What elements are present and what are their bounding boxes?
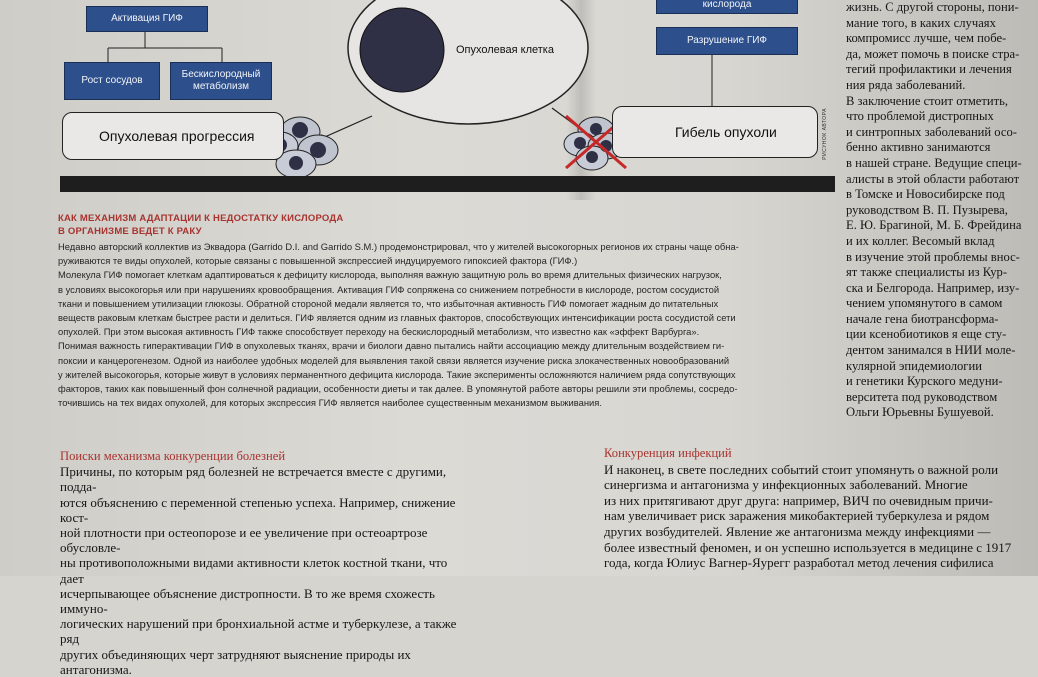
gif-destruction-label: Разрушение ГИФ xyxy=(686,35,768,46)
section-left xyxy=(60,449,460,677)
right-column-line: Е. Ю. Брагиной, М. Б. Фрейдина xyxy=(846,218,1022,233)
right-column-line: кулярной эпидемиологии xyxy=(846,358,982,373)
sidebar-line: ткани и повышением утилизации глюкозы. Обратной стороной медали является то, что избыточная активность ГИФ помогает жадным до питательных xyxy=(58,297,719,309)
right-column-line: компромисс лучше, чем побе- xyxy=(846,31,1007,46)
right-column-line: бенно активно занимаются xyxy=(846,140,991,155)
vessel-growth-label: Рост сосудов xyxy=(81,75,143,86)
right-column-line: в изучение этой проблемы внос- xyxy=(846,249,1020,264)
right-column-line: ния ряда заболеваний. xyxy=(846,77,966,92)
section-right-line: И наконец, в свете последних событий стоит упомянуть о важной роли xyxy=(604,461,999,477)
section-left-heading: Поиски механизма конкуренции болезней xyxy=(60,449,286,463)
section-right-line: синергизма и антагонизма у инфекционных заболеваний. Многие xyxy=(604,477,968,493)
oxygen-label: кислорода xyxy=(702,0,752,10)
tumor-cell-nucleus xyxy=(360,8,444,92)
section-left-line: ны противоположными видами активности клеток костной ткани, что дает xyxy=(60,555,448,586)
right-column-line: в нашей стране. Ведущие специ- xyxy=(846,155,1022,170)
divider-bar xyxy=(60,176,835,192)
right-column-line: жизнь. С другой стороны, пони- xyxy=(846,0,1019,14)
right-column-line: ции ксенобиотиков я еще сту- xyxy=(846,327,1007,342)
anaerobic-metabolism-label: Бескислородный метаболизм xyxy=(181,69,261,92)
sidebar-line: руживаются те виды опухолей, которые связаны с повышенной экспрессией индуцируемого гипоксией фактора (ГИФ.) xyxy=(58,255,578,267)
right-column-line: чением упомянутого в самом xyxy=(846,296,1003,311)
section-right xyxy=(604,446,1024,571)
right-column-line: алисты в этой области работают xyxy=(846,171,1020,186)
right-column-line: и синтропных заболеваний осо- xyxy=(846,124,1017,139)
section-left-line: других объединяющих черт затрудняют выяснение природы их антагонизма. xyxy=(60,646,411,677)
activation-gif-label: Активация ГИФ xyxy=(111,13,183,24)
sidebar-line: факторов, таких как повышенный фон солнечной радиации, особенности диеты и так далее. В упомянутой работе авторы решили эти проблемы, сосредо- xyxy=(58,383,738,395)
right-column-line: мание того, в каких случаях xyxy=(846,15,996,30)
tumor-death-label: Гибель опухоли xyxy=(675,124,777,140)
right-column-line: что проблемой дистропных xyxy=(846,109,994,124)
sidebar-line: поксии и канцерогенезом. Одной из наиболее удобных моделей для выявления такой связи является изучение риска злокачественных новообразований xyxy=(58,354,730,366)
tumor-death-box xyxy=(612,106,818,158)
sidebar-line: Недавно авторский коллектив из Эквадора (Garrido D.I. and Garrido S.M.) продемонстрировал, что у жителей высокогорных регионов их страны чаще обна- xyxy=(58,241,739,252)
right-column-line: Ольги Юрьевны Бушуевой. xyxy=(846,405,994,420)
illustration-credit: РИСУНОК АВТОРА xyxy=(822,108,828,160)
sidebar-line: точившись на тех видах опухолей, для которых экспрессия ГИФ является наиболее существенным механизмом выживания. xyxy=(58,397,602,409)
section-left-line: исчерпывающее объяснение дистропности. В то же время схожесть иммуно- xyxy=(60,585,435,617)
section-right-line: года, когда Юлиус Вагнер-Яурегг разработал метод лечения сифилиса xyxy=(604,555,994,571)
tumor-progression-box xyxy=(62,112,284,160)
right-column-line: ска и Белгорода. Например, изу- xyxy=(846,280,1020,295)
section-left-line: логических нарушений при бронхиальной астме и туберкулезе, а также ряд xyxy=(60,616,457,647)
sidebar-line: опухолей. При этом высокая активность ГИФ также способствует переходу на бескислородный метаболизм, что известно как «эффект Варбурга». xyxy=(58,326,700,338)
vessel-growth-box xyxy=(64,62,160,100)
sidebar-body xyxy=(58,240,833,410)
sidebar-line: Молекула ГИФ помогает клеткам адаптироваться к дефициту кислорода, выполняя важную защитную роль во время длительных физических нагрузок, xyxy=(58,269,722,281)
sidebar-line: у жителей высокогорья, которые живут в условиях перманентного дефицита кислорода. Такие эксперименты осложняются наличием ряда сопутствующих xyxy=(58,368,736,380)
right-column xyxy=(846,0,1022,421)
anaerobic-metabolism-box xyxy=(170,62,272,100)
right-column-line: верситета под руководством xyxy=(846,389,998,404)
section-right-line: других возбудителей. Явление же антагонизма между инфекциями — xyxy=(604,523,991,539)
oxygen-box xyxy=(656,0,798,14)
right-column-line: и генетики Курского медуни- xyxy=(846,374,1003,389)
section-right-line: более известный феномен, и он успешно используется в медицине с 1917 xyxy=(604,539,1012,555)
sidebar-heading-line: КАК МЕХАНИЗМ АДАПТАЦИИ К НЕДОСТАТКУ КИСЛОРОДА xyxy=(58,213,344,224)
right-column-line: руководством В. П. Пузырева, xyxy=(846,202,1008,217)
sidebar-heading xyxy=(58,212,578,238)
section-left-line: ются объяснению с переменной степенью успеха. Например, снижение кост- xyxy=(60,494,456,525)
right-column-line: да, может помочь в поиске стра- xyxy=(846,46,1020,61)
sidebar-line: в условиях высокогорья или при нарушениях кровообращения. Активация ГИФ сопряжена со снижением потребности в кислороде, ростом сосудистой xyxy=(58,283,720,295)
right-column-line: ят также специалисты из Кур- xyxy=(846,265,1008,280)
right-column-line: начале гена биотрансформа- xyxy=(846,311,999,326)
section-right-line: из них притягивают друг друга: например, ВИЧ по очевидным причи- xyxy=(604,492,993,508)
activation-gif-box xyxy=(86,6,208,32)
section-right-heading: Конкуренция инфекций xyxy=(604,446,732,460)
tumor-progression-label: Опухолевая прогрессия xyxy=(99,128,255,144)
right-column-line: и их коллег. Весомый вклад xyxy=(846,233,995,248)
gif-destruction-box xyxy=(656,27,798,55)
sidebar-line: веществ раковым клеткам быстрее расти и делиться. ГИФ является одним из главных факторов, способствующих интенсификации роста сосудистой сети xyxy=(58,312,736,324)
tumor-cell-label: Опухолевая клетка xyxy=(456,44,554,56)
section-left-line: ной плотности при остеопорозе и ее увеличение при остеоартрозе обусловле- xyxy=(60,525,428,556)
right-column-line: В заключение стоит отметить, xyxy=(846,93,1009,108)
right-column-line: в Томске и Новосибирске под xyxy=(846,187,1005,202)
section-left-line: Причины, по которым ряд болезней не встречается вместе с другими, подда- xyxy=(60,464,447,495)
right-column-line: тегий профилактики и лечения xyxy=(846,62,1012,77)
right-column-line: дентом занимался в НИИ моле- xyxy=(846,343,1016,358)
sidebar-heading-line: В ОРГАНИЗМЕ ВЕДЕТ К РАКУ xyxy=(58,226,202,237)
sidebar-line: Понимая важность гиперактивации ГИФ в опухолевых тканях, врачи и биологи давно пытались найти ассоциацию между длительным воздействием ги- xyxy=(58,340,725,352)
section-right-line: нам увеличивает риск заражения микобактерией туберкулеза и рядом xyxy=(604,508,990,524)
